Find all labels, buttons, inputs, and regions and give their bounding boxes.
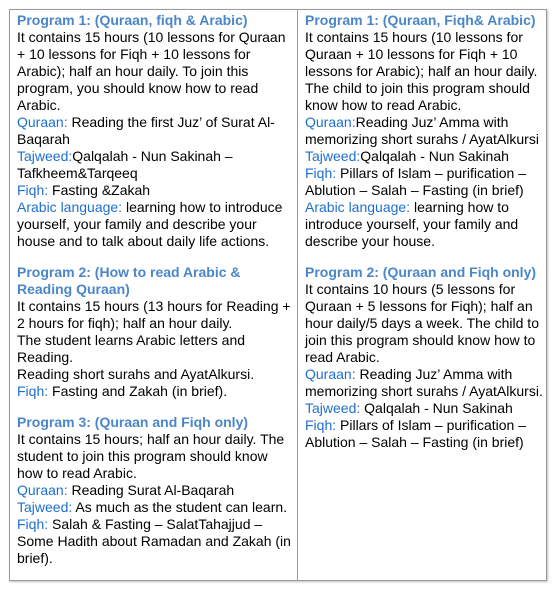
program-line: Tajweed: As much as the student can learn. [17, 499, 288, 515]
program-line: Fiqh: Salah & Fasting – SalatTahajjud – Some Hadith about Ramadan and Zakah (in brief). [17, 516, 291, 566]
program-line: Tajweed: Qalqalah - Nun Sakinah [305, 400, 513, 416]
program-line: Reading short surahs and AyatAlkursi. [17, 366, 255, 382]
program-line: Fiqh: Fasting &Zakah [17, 182, 151, 198]
program-heading: Program 2: (Quraan and Fiqh only) [305, 264, 537, 280]
program-block [17, 414, 294, 567]
program-line: Quraan: Reading Juz’ Amma with memorizing short surahs / AyatAlkursi. [305, 366, 543, 399]
program-line: Quraan: Reading Surat Al-Baqarah [17, 482, 235, 498]
program-line: Arabic language: learning how to introduce yourself, your family and describe your house and to talk about daily life actions. [17, 199, 283, 249]
left-column [10, 10, 298, 580]
program-line: Tajweed:Qalqalah - Nun Sakinah – Tafkheem&Tarqeeq [17, 148, 233, 181]
program-line: Quraan: Reading the first Juz’ of Surat Al-Baqarah [17, 114, 275, 147]
program-heading: Program 2: (How to read Arabic & Reading Quraan) [17, 264, 241, 297]
program-line: Tajweed:Qalqalah - Nun Sakinah [305, 148, 509, 164]
program-line: Arabic language: learning how to introduce yourself, your family and describe your house. [305, 199, 519, 249]
right-column [298, 10, 548, 580]
program-heading: Program 1: (Quraan, fiqh & Arabic) [17, 12, 248, 28]
program-line: Fiqh: Fasting and Zakah (in brief). [17, 383, 228, 399]
program-heading: Program 1: (Quraan, Fiqh& Arabic) [305, 12, 536, 28]
program-line: It contains 15 hours (10 lessons for Quraan + 10 lessons for Fiqh + 10 lessons for Arabic); half an hour daily. To join this program, you should know how to read Arabic. [17, 29, 286, 113]
program-block [305, 12, 545, 250]
program-block [17, 12, 294, 250]
program-block [305, 264, 545, 451]
program-line: It contains 15 hours (13 hours for Reading + 2 hours for fiqh); half an hour daily. [17, 298, 291, 331]
program-line: Fiqh: Pillars of Islam – purification – Ablution – Salah – Fasting (in brief) [305, 165, 526, 198]
program-line: It contains 15 hours; half an hour daily. The student to join this program should know how to read Arabic. [17, 431, 285, 481]
programs-table [9, 9, 547, 581]
program-line: It contains 15 hours (10 lessons for Quraan + 10 lessons for Fiqh + 10 lessons for Arabic); half an hour daily. The child to join this program should know how to read Arabic. [305, 29, 538, 113]
program-heading: Program 3: (Quraan and Fiqh only) [17, 414, 249, 430]
program-block [17, 264, 294, 400]
program-line: It contains 10 hours (5 lessons for Quraan + 5 lessons for Fiqh); half an hour daily/5 days a week. The child to join this program should know how to read Arabic. [305, 281, 539, 365]
program-line: Quraan:Reading Juz’ Amma with memorizing short surahs / AyatAlkursi [305, 114, 539, 147]
program-line: Fiqh: Pillars of Islam – purification – Ablution – Salah – Fasting (in brief) [305, 417, 526, 450]
program-line: The student learns Arabic letters and Reading. [17, 332, 246, 365]
